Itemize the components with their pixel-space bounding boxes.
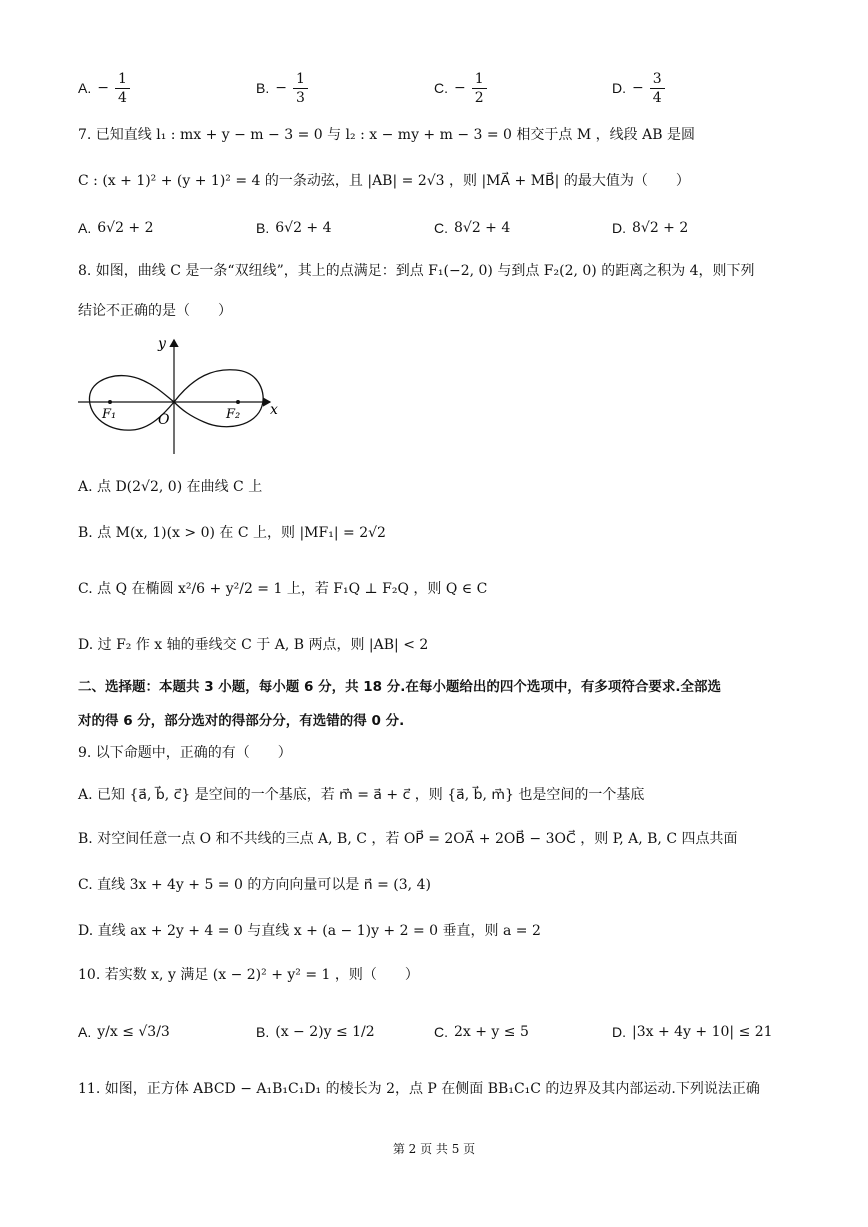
q10-stem: 10. 若实数 x, y 满足 (x − 2)² + y² = 1 ，则（ ） (78, 967, 419, 983)
q10-options (78, 1010, 798, 1054)
q7-option-a (78, 206, 154, 250)
option-fraction: $\frac{1}{4}$ (115, 70, 130, 107)
option-sign: − (97, 80, 109, 96)
q10-option-a (78, 1010, 170, 1054)
q6-option-a (78, 66, 130, 110)
section2-heading-line1: 二、选择题：本题共 3 小题，每小题 6 分，共 18 分.在每小题给出的四个选项中，有多项符合要求.全部选 (78, 679, 722, 695)
q8-stem-line2: 结论不正确的是（ ） (78, 303, 232, 319)
option-label: A. (78, 80, 92, 96)
q9-option-b: B. 对空间任意一点 O 和不共线的三点 A, B, C ，若 OP⃗ = 2OA⃗ + 2OB⃗ − 3OC⃗ ，则 P, A, B, C 四点共面 (78, 831, 738, 847)
option-text: (x − 2)y ≤ 1/2 (275, 1024, 375, 1040)
option-label: D. (612, 1024, 626, 1040)
q9-option-c: C. 直线 3x + 4y + 5 = 0 的方向向量可以是 n⃗ = (3, 4) (78, 877, 431, 893)
page-footer: 第 2 页 共 5 页 (392, 1142, 476, 1156)
q7-stem-line2: C : (x + 1)² + (y + 1)² = 4 的一条动弦，且 |AB| = 2√3 ，则 |MA⃗ + MB⃗| 的最大值为（ ） (78, 173, 690, 189)
option-label: B. (256, 1024, 270, 1040)
q10-option-b (256, 1010, 375, 1054)
option-label: C. (434, 80, 448, 96)
q9-option-d: D. 直线 ax + 2y + 4 = 0 与直线 x + (a − 1)y + 2 = 0 垂直，则 a = 2 (78, 923, 541, 939)
q8-option-b: B. 点 M(x, 1)(x > 0) 在 C 上，则 |MF₁| = 2√2 (78, 525, 386, 541)
option-label: A. (78, 220, 92, 236)
option-label: C. (434, 220, 448, 236)
q9-option-a: A. 已知 {a⃗, b⃗, c⃗} 是空间的一个基底，若 m⃗ = a⃗ + c⃗ ，则 {a⃗, b⃗, m⃗} 也是空间的一个基底 (78, 787, 645, 803)
q7-options (78, 206, 798, 250)
option-label: B. (256, 220, 270, 236)
q10-option-d (612, 1010, 773, 1054)
option-text: 6√2 + 2 (97, 220, 154, 236)
q8-option-a: A. 点 D(2√2, 0) 在曲线 C 上 (78, 479, 263, 495)
q8-option-d: D. 过 F₂ 作 x 轴的垂线交 C 于 A, B 两点，则 |AB| < 2 (78, 637, 429, 653)
focus-f2-dot (236, 400, 240, 404)
option-text: y/x ≤ √3/3 (97, 1024, 170, 1040)
option-text: 2x + y ≤ 5 (454, 1024, 529, 1040)
option-text: 8√2 + 4 (454, 220, 511, 236)
option-fraction: $\frac{1}{3}$ (293, 70, 308, 107)
option-label: B. (256, 80, 270, 96)
focus-f1-dot (108, 400, 112, 404)
q6-option-c (434, 66, 487, 110)
q7-option-b (256, 206, 332, 250)
q9-stem: 9. 以下命题中，正确的有（ ） (78, 745, 292, 761)
option-label: C. (434, 1024, 448, 1040)
q7-stem-line1: 7. 已知直线 l₁ : mx + y − m − 3 = 0 与 l₂ : x − my + m − 3 = 0 相交于点 M ，线段 AB 是圆 (78, 127, 695, 143)
q6-options (78, 66, 798, 110)
q7-option-c (434, 206, 510, 250)
option-sign: − (454, 80, 466, 96)
f2-label: F₂ (226, 407, 241, 422)
option-text: 6√2 + 4 (275, 220, 332, 236)
option-sign: − (275, 80, 287, 96)
option-sign: − (632, 80, 644, 96)
x-axis-label: x (270, 402, 278, 418)
q8-stem-line1: 8. 如图，曲线 C 是一条“双纽线”，其上的点满足：到点 F₁(−2, 0) 与到点 F₂(2, 0) 的距离之积为 4，则下列 (78, 263, 755, 279)
option-label: A. (78, 1024, 92, 1040)
option-text: 8√2 + 2 (632, 220, 689, 236)
option-text: |3x + 4y + 10| ≤ 21 (632, 1024, 773, 1040)
option-label: D. (612, 80, 626, 96)
option-label: D. (612, 220, 626, 236)
q8-option-c: C. 点 Q 在椭圆 x²/6 + y²/2 = 1 上，若 F₁Q ⊥ F₂Q ，则 Q ∈ C (78, 581, 488, 597)
y-axis-label: y (158, 336, 166, 352)
option-fraction: $\frac{1}{2}$ (472, 70, 487, 107)
origin-label: O (158, 412, 170, 428)
lemniscate-figure (76, 334, 286, 458)
q11-stem: 11. 如图，正方体 ABCD − A₁B₁C₁D₁ 的棱长为 2，点 P 在侧面 BB₁C₁C 的边界及其内部运动.下列说法正确 (78, 1081, 760, 1097)
q6-option-b (256, 66, 308, 110)
q6-option-d (612, 66, 665, 110)
f1-label: F₁ (102, 407, 117, 422)
section2-heading-line2: 对的得 6 分，部分选对的得部分分，有选错的得 0 分. (78, 713, 405, 729)
q10-option-c (434, 1010, 529, 1054)
q7-option-d (612, 206, 688, 250)
option-fraction: $\frac{3}{4}$ (650, 70, 665, 107)
